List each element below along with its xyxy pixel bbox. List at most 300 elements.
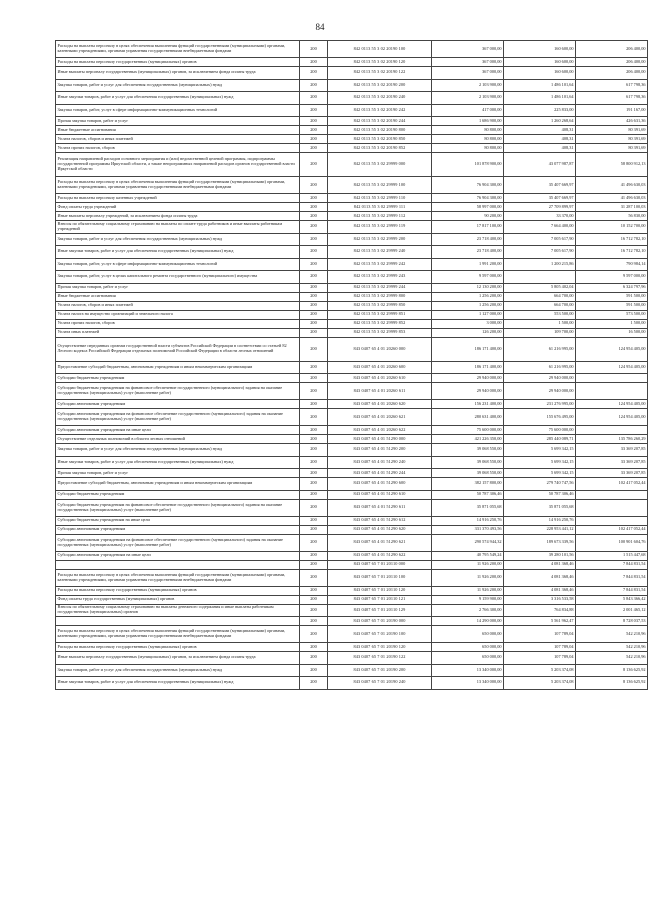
row-approved-amount: 2 766 300,00 (432, 604, 504, 617)
row-budget-classification-code: 842 0113 55 3 02 20190 852 (328, 144, 432, 153)
row-description: Закупка товаров, работ и услуг для обеспечения государственных (муниципальных) нужд (56, 444, 300, 457)
row-line-code: 200 (300, 271, 328, 284)
row-executed-amount: 228 953 441,12 (504, 525, 576, 534)
row-unexecuted-amount: 6 324 797,96 (576, 283, 648, 292)
row-description: Уплата налогов, сборов и иных платежей (56, 301, 300, 310)
row-unexecuted-amount: 542 210,96 (576, 626, 648, 643)
table-row (56, 469, 648, 478)
table-row (56, 643, 648, 652)
row-unexecuted-amount: 58 800 912,13 (576, 153, 648, 177)
table-row (56, 617, 648, 626)
table-row (56, 604, 648, 617)
row-budget-classification-code: 843 0407 65 7 01 20110 000 (328, 560, 432, 569)
row-description: Субсидии бюджетным учреждениям (56, 490, 300, 499)
row-line-code: 200 (300, 153, 328, 177)
row-budget-classification-code: 842 0113 55 3 02 20190 120 (328, 58, 432, 67)
row-unexecuted-amount: 1 500,00 (576, 319, 648, 328)
row-budget-classification-code: 842 0113 55 3 02 29999 852 (328, 319, 432, 328)
table-row (56, 337, 648, 361)
row-approved-amount: 331 370 493,56 (432, 525, 504, 534)
row-approved-amount: 126 200,00 (432, 328, 504, 337)
row-line-code: 200 (300, 221, 328, 234)
row-approved-amount: 1 991 200,00 (432, 258, 504, 271)
row-budget-classification-code: 843 0407 65 4 01 20260 621 (328, 409, 432, 426)
row-unexecuted-amount: 33 369 207,85 (576, 444, 648, 457)
table-row (56, 310, 648, 319)
row-budget-classification-code: 843 0407 65 4 01 51290 610 (328, 490, 432, 499)
table-row (56, 271, 648, 284)
table-row (56, 499, 648, 516)
row-executed-amount: 14 916 250,76 (504, 516, 576, 525)
row-executed-amount: 7 664 400,00 (504, 221, 576, 234)
table-row (56, 212, 648, 221)
row-unexecuted-amount: 80 391,69 (576, 135, 648, 144)
row-line-code: 200 (300, 258, 328, 271)
row-description: Субсидии автономным учреждениям на финансовое обеспечение государственного (муниципального) задания на оказание государственных (муниципальных) услуг (выполнение работ) (56, 409, 300, 426)
row-description: Прочая закупка товаров, работ и услуг (56, 283, 300, 292)
row-unexecuted-amount: 135 786 260,29 (576, 435, 648, 444)
row-description: Расходы на выплаты персоналу в целях обеспечения выполнения функций государственными (муниципальными) органами, казенными учреждениями, органами управления государственными внебюджетными фондами (56, 569, 300, 586)
row-unexecuted-amount: 7 844 831,54 (576, 560, 648, 569)
row-budget-classification-code: 843 0407 65 7 01 20190 100 (328, 626, 432, 643)
table-row (56, 409, 648, 426)
row-line-code: 200 (300, 595, 328, 604)
row-approved-amount: 101 878 900,00 (432, 153, 504, 177)
row-approved-amount: 650 000,00 (432, 626, 504, 643)
row-approved-amount: 80 800,00 (432, 135, 504, 144)
row-executed-amount: 4 081 368,46 (504, 569, 576, 586)
row-approved-amount: 23 718 400,00 (432, 246, 504, 259)
row-description: Субсидии бюджетным учреждениям (56, 374, 300, 383)
row-executed-amount: 225 833,00 (504, 104, 576, 117)
row-executed-amount: 29 940 000,00 (504, 374, 576, 383)
row-unexecuted-amount: 7 844 831,54 (576, 569, 648, 586)
table-row (56, 569, 648, 586)
row-description: Реализация направлений расходов основного мероприятия и (или) ведомственной целевой программы, подпрограммы государственной программы Иркутской области, а также непрограммных направлений расходов органов государственной власти Иркутской области (56, 153, 300, 177)
row-approved-amount: 14 290 000,00 (432, 617, 504, 626)
row-approved-amount: 382 157 800,00 (432, 478, 504, 491)
row-description: Взносы по обязательному социальному страхованию на выплаты по оплате труда работников и иные выплаты работникам учреждений (56, 221, 300, 234)
row-approved-amount: 650 000,00 (432, 643, 504, 652)
row-unexecuted-amount: 102 417 052,44 (576, 478, 648, 491)
table-row (56, 41, 648, 58)
row-line-code: 200 (300, 374, 328, 383)
row-approved-amount: 1 686 900,00 (432, 117, 504, 126)
table-row (56, 67, 648, 80)
row-executed-amount: 33 370,00 (504, 212, 576, 221)
row-description: Расходы на выплаты персоналу государственных (муниципальных) органов (56, 58, 300, 67)
row-line-code: 200 (300, 444, 328, 457)
row-description: Субсидии автономным учреждениям на иные цели (56, 551, 300, 560)
row-description: Иные выплаты персоналу государственных (муниципальных) органов, за исключением фонда оплаты труда (56, 67, 300, 80)
row-description: Прочая закупка товаров, работ и услуг (56, 469, 300, 478)
row-description: Расходы на выплаты персоналу в целях обеспечения выполнения функций государственными (муниципальными) органами, казенными учреждениями, органами управления государственными внебюджетными фондами (56, 177, 300, 194)
row-unexecuted-amount: 542 210,96 (576, 643, 648, 652)
row-unexecuted-amount: 7 844 831,54 (576, 586, 648, 595)
row-executed-amount: 29 940 000,00 (504, 383, 576, 400)
row-line-code: 200 (300, 652, 328, 665)
row-approved-amount: 421 226 350,00 (432, 435, 504, 444)
row-approved-amount: 90 200,00 (432, 212, 504, 221)
row-unexecuted-amount: 56 830,00 (576, 212, 648, 221)
row-approved-amount: 50 787 306,46 (432, 490, 504, 499)
row-unexecuted-amount: 33 369 207,85 (576, 456, 648, 469)
row-approved-amount: 29 940 000,00 (432, 383, 504, 400)
row-description: Субсидии бюджетным учреждениям на финансовое обеспечение государственного (муниципального) задания на оказание государственных (муниципальных) услуг (выполнение работ) (56, 383, 300, 400)
row-unexecuted-amount: 100 901 604,76 (576, 534, 648, 551)
row-description: Расходы на выплаты персоналу государственных (муниципальных) органов (56, 643, 300, 652)
row-description: Субсидии автономным учреждениям (56, 525, 300, 534)
row-unexecuted-amount (576, 499, 648, 516)
row-unexecuted-amount: 9 597 000,00 (576, 271, 648, 284)
row-approved-amount: 14 916 250,76 (432, 516, 504, 525)
row-executed-amount: 189 673 339,56 (504, 534, 576, 551)
row-unexecuted-amount: 80 391,69 (576, 126, 648, 135)
table-row (56, 221, 648, 234)
row-line-code: 200 (300, 569, 328, 586)
row-line-code: 200 (300, 426, 328, 435)
row-approved-amount: 186 171 400,00 (432, 337, 504, 361)
row-unexecuted-amount: 16 712 782,10 (576, 246, 648, 259)
row-approved-amount: 1 256 200,00 (432, 292, 504, 301)
row-description: Закупка товаров, работ, услуг в сфере информационно-коммуникационных технологий (56, 258, 300, 271)
row-executed-amount: 1 486 101,64 (504, 79, 576, 92)
row-line-code: 200 (300, 383, 328, 400)
row-budget-classification-code: 843 0407 65 4 01 20260 600 (328, 361, 432, 374)
row-description: Иные закупки товаров, работ и услуг для обеспечения государственных (муниципальных) нужд (56, 246, 300, 259)
row-approved-amount: 23 718 400,00 (432, 233, 504, 246)
row-budget-classification-code: 843 0407 65 4 01 51290 612 (328, 516, 432, 525)
row-approved-amount: 2 103 900,00 (432, 79, 504, 92)
row-budget-classification-code: 842 0113 55 3 02 20190 122 (328, 67, 432, 80)
row-approved-amount: 3 000,00 (432, 319, 504, 328)
row-line-code: 200 (300, 643, 328, 652)
row-description: Субсидии бюджетным учреждениям на финансовое обеспечение государственного (муниципального) задания на оказание государственных (муниципальных) услуг (выполнение работ) (56, 499, 300, 516)
row-line-code: 200 (300, 328, 328, 337)
row-line-code: 200 (300, 67, 328, 80)
row-unexecuted-amount: 790 984,14 (576, 258, 648, 271)
row-description: Иные бюджетные ассигнования (56, 292, 300, 301)
row-approved-amount: 17 817 100,00 (432, 221, 504, 234)
table-row (56, 153, 648, 177)
row-description: Фонд оплаты труда государственных (муниципальных) органов (56, 595, 300, 604)
row-line-code: 200 (300, 283, 328, 292)
row-line-code: 200 (300, 212, 328, 221)
row-line-code: 200 (300, 664, 328, 677)
row-line-code: 200 (300, 233, 328, 246)
row-approved-amount: 367 000,00 (432, 67, 504, 80)
row-budget-classification-code: 843 0407 65 4 01 51290 622 (328, 551, 432, 560)
row-line-code: 200 (300, 604, 328, 617)
row-executed-amount: 1 500,00 (504, 319, 576, 328)
row-unexecuted-amount: 80 391,69 (576, 144, 648, 153)
row-executed-amount: 107 789,04 (504, 652, 576, 665)
row-approved-amount: 11 926 200,00 (432, 569, 504, 586)
row-unexecuted-amount (576, 374, 648, 383)
row-line-code: 200 (300, 456, 328, 469)
row-line-code: 200 (300, 435, 328, 444)
row-unexecuted-amount (576, 516, 648, 525)
row-description: Уплата прочих налогов, сборов (56, 319, 300, 328)
row-approved-amount: 11 926 200,00 (432, 560, 504, 569)
row-approved-amount: 417 000,00 (432, 104, 504, 117)
table-row (56, 104, 648, 117)
table-row (56, 246, 648, 259)
row-line-code: 200 (300, 560, 328, 569)
row-budget-classification-code: 843 0407 65 4 01 51290 244 (328, 469, 432, 478)
table-row (56, 626, 648, 643)
row-unexecuted-amount: 8 136 625,92 (576, 677, 648, 690)
row-description (56, 560, 300, 569)
row-description: Уплата налога на имущество организаций и земельного налога (56, 310, 300, 319)
row-approved-amount: 39 068 550,00 (432, 469, 504, 478)
row-executed-amount: 7 005 617,90 (504, 246, 576, 259)
row-unexecuted-amount: 591 500,00 (576, 292, 648, 301)
row-executed-amount: 4 081 368,46 (504, 586, 576, 595)
row-executed-amount: 664 700,00 (504, 292, 576, 301)
row-executed-amount: 50 787 306,46 (504, 490, 576, 499)
row-description: Закупка товаров, работ, услуг в целях капитального ремонта государственного (муниципального) имущества (56, 271, 300, 284)
row-unexecuted-amount: 16 500,00 (576, 328, 648, 337)
table-row (56, 328, 648, 337)
row-budget-classification-code: 843 0407 65 4 01 20260 620 (328, 400, 432, 409)
row-budget-classification-code: 842 0113 55 3 02 29999 112 (328, 212, 432, 221)
row-budget-classification-code: 843 0407 65 7 01 20110 100 (328, 569, 432, 586)
row-line-code: 200 (300, 626, 328, 643)
row-executed-amount: 61 216 995,00 (504, 361, 576, 374)
table-row (56, 490, 648, 499)
row-unexecuted-amount: 41 496 630,03 (576, 194, 648, 203)
row-description: Уплата иных платежей (56, 328, 300, 337)
row-line-code: 200 (300, 516, 328, 525)
row-unexecuted-amount: 206 400,00 (576, 58, 648, 67)
row-unexecuted-amount: 206 400,00 (576, 41, 648, 58)
row-line-code: 200 (300, 469, 328, 478)
row-line-code: 200 (300, 586, 328, 595)
row-budget-classification-code: 842 0113 55 3 02 20190 800 (328, 126, 432, 135)
row-description: Взносы по обязательному социальному страхованию на выплаты денежного содержания и иные выплаты работникам государственных (муниципальных) органов (56, 604, 300, 617)
row-line-code: 200 (300, 677, 328, 690)
table-row (56, 516, 648, 525)
row-approved-amount: 9 159 900,00 (432, 595, 504, 604)
row-executed-amount: 1 486 101,64 (504, 92, 576, 105)
table-row (56, 258, 648, 271)
row-budget-classification-code: 843 0407 65 4 01 20260 622 (328, 426, 432, 435)
row-budget-classification-code: 842 0113 55 3 02 20190 242 (328, 104, 432, 117)
row-executed-amount: 408,31 (504, 126, 576, 135)
row-budget-classification-code: 842 0113 55 3 02 29999 242 (328, 258, 432, 271)
row-budget-classification-code: 842 0113 55 3 02 20190 244 (328, 117, 432, 126)
row-budget-classification-code: 842 0113 55 3 02 29999 000 (328, 153, 432, 177)
row-executed-amount: 5 699 342,15 (504, 444, 576, 457)
table-row (56, 126, 648, 135)
table-row (56, 677, 648, 690)
row-budget-classification-code: 842 0113 55 3 02 29999 110 (328, 194, 432, 203)
table-row (56, 301, 648, 310)
row-line-code: 200 (300, 144, 328, 153)
row-approved-amount: 13 340 000,00 (432, 664, 504, 677)
table-row (56, 560, 648, 569)
row-approved-amount: 12 130 200,00 (432, 283, 504, 292)
row-line-code: 200 (300, 126, 328, 135)
row-line-code: 200 (300, 310, 328, 319)
row-unexecuted-amount: 124 954 405,00 (576, 337, 648, 361)
row-description: Иные закупки товаров, работ и услуг для обеспечения государственных (муниципальных) нужд (56, 456, 300, 469)
row-approved-amount: 11 926 200,00 (432, 586, 504, 595)
budget-execution-table (55, 40, 648, 690)
row-executed-amount: 75 600 000,00 (504, 426, 576, 435)
row-line-code: 200 (300, 525, 328, 534)
row-description: Субсидии автономным учреждениям на финансовое обеспечение государственного (муниципального) задания на оказание государственных (муниципальных) услуг (выполнение работ) (56, 534, 300, 551)
row-description: Иные выплаты персоналу государственных (муниципальных) органов, за исключением фонда оплаты труда (56, 652, 300, 665)
row-approved-amount: 2 103 900,00 (432, 92, 504, 105)
row-unexecuted-amount: 31 287 100,03 (576, 203, 648, 212)
row-approved-amount: 58 997 000,00 (432, 203, 504, 212)
row-line-code: 200 (300, 41, 328, 58)
row-executed-amount: 285 440 089,71 (504, 435, 576, 444)
row-unexecuted-amount: 191 167,00 (576, 104, 648, 117)
row-budget-classification-code: 843 0407 65 7 01 20110 121 (328, 595, 432, 604)
row-line-code: 200 (300, 79, 328, 92)
row-budget-classification-code: 843 0407 65 4 01 51290 620 (328, 525, 432, 534)
row-executed-amount: 553 500,00 (504, 310, 576, 319)
row-description: Иные выплаты персоналу учреждений, за исключением фонда оплаты труда (56, 212, 300, 221)
table-row (56, 586, 648, 595)
row-budget-classification-code: 843 0407 65 4 01 51290 240 (328, 456, 432, 469)
row-approved-amount: 9 597 000,00 (432, 271, 504, 284)
row-executed-amount: 5 203 374,08 (504, 677, 576, 690)
row-executed-amount: 5 805 402,04 (504, 283, 576, 292)
row-executed-amount: 408,31 (504, 144, 576, 153)
row-unexecuted-amount: 573 500,00 (576, 310, 648, 319)
row-description: Закупка товаров, работ и услуг для обеспечения государственных (муниципальных) нужд (56, 79, 300, 92)
row-line-code: 200 (300, 499, 328, 516)
row-description: Расходы на выплаты персоналу в целях обеспечения выполнения функций государственными (муниципальными) органами, казенными учреждениями, органами управления государственными внебюджетными фондами (56, 626, 300, 643)
table-row (56, 117, 648, 126)
row-executed-amount: 5 561 962,47 (504, 617, 576, 626)
row-unexecuted-amount (576, 426, 648, 435)
row-budget-classification-code: 842 0113 55 3 02 29999 119 (328, 221, 432, 234)
row-executed-amount: 160 600,00 (504, 58, 576, 67)
row-approved-amount: 280 631 400,00 (432, 409, 504, 426)
row-description (56, 617, 300, 626)
row-executed-amount: 5 699 342,15 (504, 456, 576, 469)
row-executed-amount: 35 871 055,68 (504, 499, 576, 516)
row-line-code: 200 (300, 58, 328, 67)
row-budget-classification-code: 843 0407 65 4 01 51290 600 (328, 478, 432, 491)
row-budget-classification-code: 843 0407 65 7 01 20190 122 (328, 652, 432, 665)
row-budget-classification-code: 842 0113 55 3 02 20190 240 (328, 92, 432, 105)
row-unexecuted-amount: 2 001 465,12 (576, 604, 648, 617)
row-approved-amount: 29 940 000,00 (432, 374, 504, 383)
row-description: Субсидии автономным учреждениям (56, 400, 300, 409)
row-description: Предоставление субсидий бюджетным, автономным учреждениям и иным некоммерческим организациям (56, 478, 300, 491)
table-row (56, 525, 648, 534)
row-executed-amount: 155 676 495,00 (504, 409, 576, 426)
row-description: Предоставление субсидий бюджетным, автономным учреждениям и иным некоммерческим организациям (56, 361, 300, 374)
row-approved-amount: 290 574 944,32 (432, 534, 504, 551)
row-line-code: 200 (300, 177, 328, 194)
row-unexecuted-amount: 617 798,36 (576, 79, 648, 92)
table-row (56, 319, 648, 328)
row-unexecuted-amount: 5 843 366,42 (576, 595, 648, 604)
row-budget-classification-code: 842 0113 55 3 02 29999 851 (328, 310, 432, 319)
row-line-code: 200 (300, 400, 328, 409)
row-approved-amount: 39 068 550,00 (432, 456, 504, 469)
table-body (56, 41, 648, 690)
row-description: Иные закупки товаров, работ и услуг для обеспечения государственных (муниципальных) нужд (56, 677, 300, 690)
row-approved-amount: 80 800,00 (432, 126, 504, 135)
row-budget-classification-code: 843 0407 65 7 01 20190 240 (328, 677, 432, 690)
row-description: Иные закупки товаров, работ и услуг для обеспечения государственных (муниципальных) нужд (56, 92, 300, 105)
row-unexecuted-amount: 124 954 405,00 (576, 400, 648, 409)
table-row (56, 664, 648, 677)
row-unexecuted-amount: 102 417 052,44 (576, 525, 648, 534)
row-executed-amount: 160 600,00 (504, 67, 576, 80)
row-executed-amount: 107 789,04 (504, 626, 576, 643)
table-row (56, 177, 648, 194)
row-unexecuted-amount: 16 712 782,10 (576, 233, 648, 246)
row-description: Закупка товаров, работ и услуг для обеспечения государственных (муниципальных) нужд (56, 664, 300, 677)
row-approved-amount: 40 795 549,24 (432, 551, 504, 560)
row-approved-amount: 75 600 000,00 (432, 426, 504, 435)
row-line-code: 200 (300, 117, 328, 126)
row-executed-amount: 39 280 101,56 (504, 551, 576, 560)
row-approved-amount: 35 871 055,68 (432, 499, 504, 516)
table-row (56, 79, 648, 92)
table-row (56, 534, 648, 551)
row-description: Расходы на выплаты персоналу в целях обеспечения выполнения функций государственными (муниципальными) органами, казенными учреждениями, органами управления государственными внебюджетными фондами (56, 41, 300, 58)
row-description: Осуществление отдельных полномочий в области лесных отношений (56, 435, 300, 444)
row-executed-amount: 160 600,00 (504, 41, 576, 58)
row-executed-amount: 279 740 747,56 (504, 478, 576, 491)
table-row (56, 92, 648, 105)
row-description: Иные бюджетные ассигнования (56, 126, 300, 135)
row-executed-amount: 408,31 (504, 135, 576, 144)
page-number: 84 (315, 22, 325, 32)
row-approved-amount: 367 000,00 (432, 41, 504, 58)
row-line-code: 200 (300, 246, 328, 259)
row-executed-amount: 664 700,00 (504, 301, 576, 310)
row-unexecuted-amount: 124 954 405,00 (576, 361, 648, 374)
row-budget-classification-code: 843 0407 65 7 01 20110 120 (328, 586, 432, 595)
row-description: Уплата прочих налогов, сборов (56, 144, 300, 153)
row-budget-classification-code: 842 0113 55 3 02 29999 850 (328, 301, 432, 310)
row-line-code: 200 (300, 409, 328, 426)
table-row (56, 435, 648, 444)
row-line-code: 200 (300, 337, 328, 361)
row-approved-amount: 39 068 550,00 (432, 444, 504, 457)
row-budget-classification-code: 842 0113 55 3 02 20190 100 (328, 41, 432, 58)
table-row (56, 144, 648, 153)
row-budget-classification-code: 842 0113 55 3 02 29999 853 (328, 328, 432, 337)
table-row (56, 426, 648, 435)
row-budget-classification-code: 843 0407 65 7 01 20190 120 (328, 643, 432, 652)
row-line-code: 200 (300, 104, 328, 117)
row-unexecuted-amount: 8 136 625,92 (576, 664, 648, 677)
row-description: Уплата налогов, сборов и иных платежей (56, 135, 300, 144)
row-executed-amount: 231 276 995,00 (504, 400, 576, 409)
table-row (56, 233, 648, 246)
row-executed-amount: 1 260 268,64 (504, 117, 576, 126)
row-executed-amount: 1 200 215,86 (504, 258, 576, 271)
table-row (56, 444, 648, 457)
row-description: Расходы на выплаты персоналу государственных (муниципальных) органов (56, 586, 300, 595)
row-budget-classification-code: 843 0407 65 4 01 51290 200 (328, 444, 432, 457)
row-description: Фонд оплаты труда учреждений (56, 203, 300, 212)
table-row (56, 595, 648, 604)
row-executed-amount: 4 081 368,46 (504, 560, 576, 569)
